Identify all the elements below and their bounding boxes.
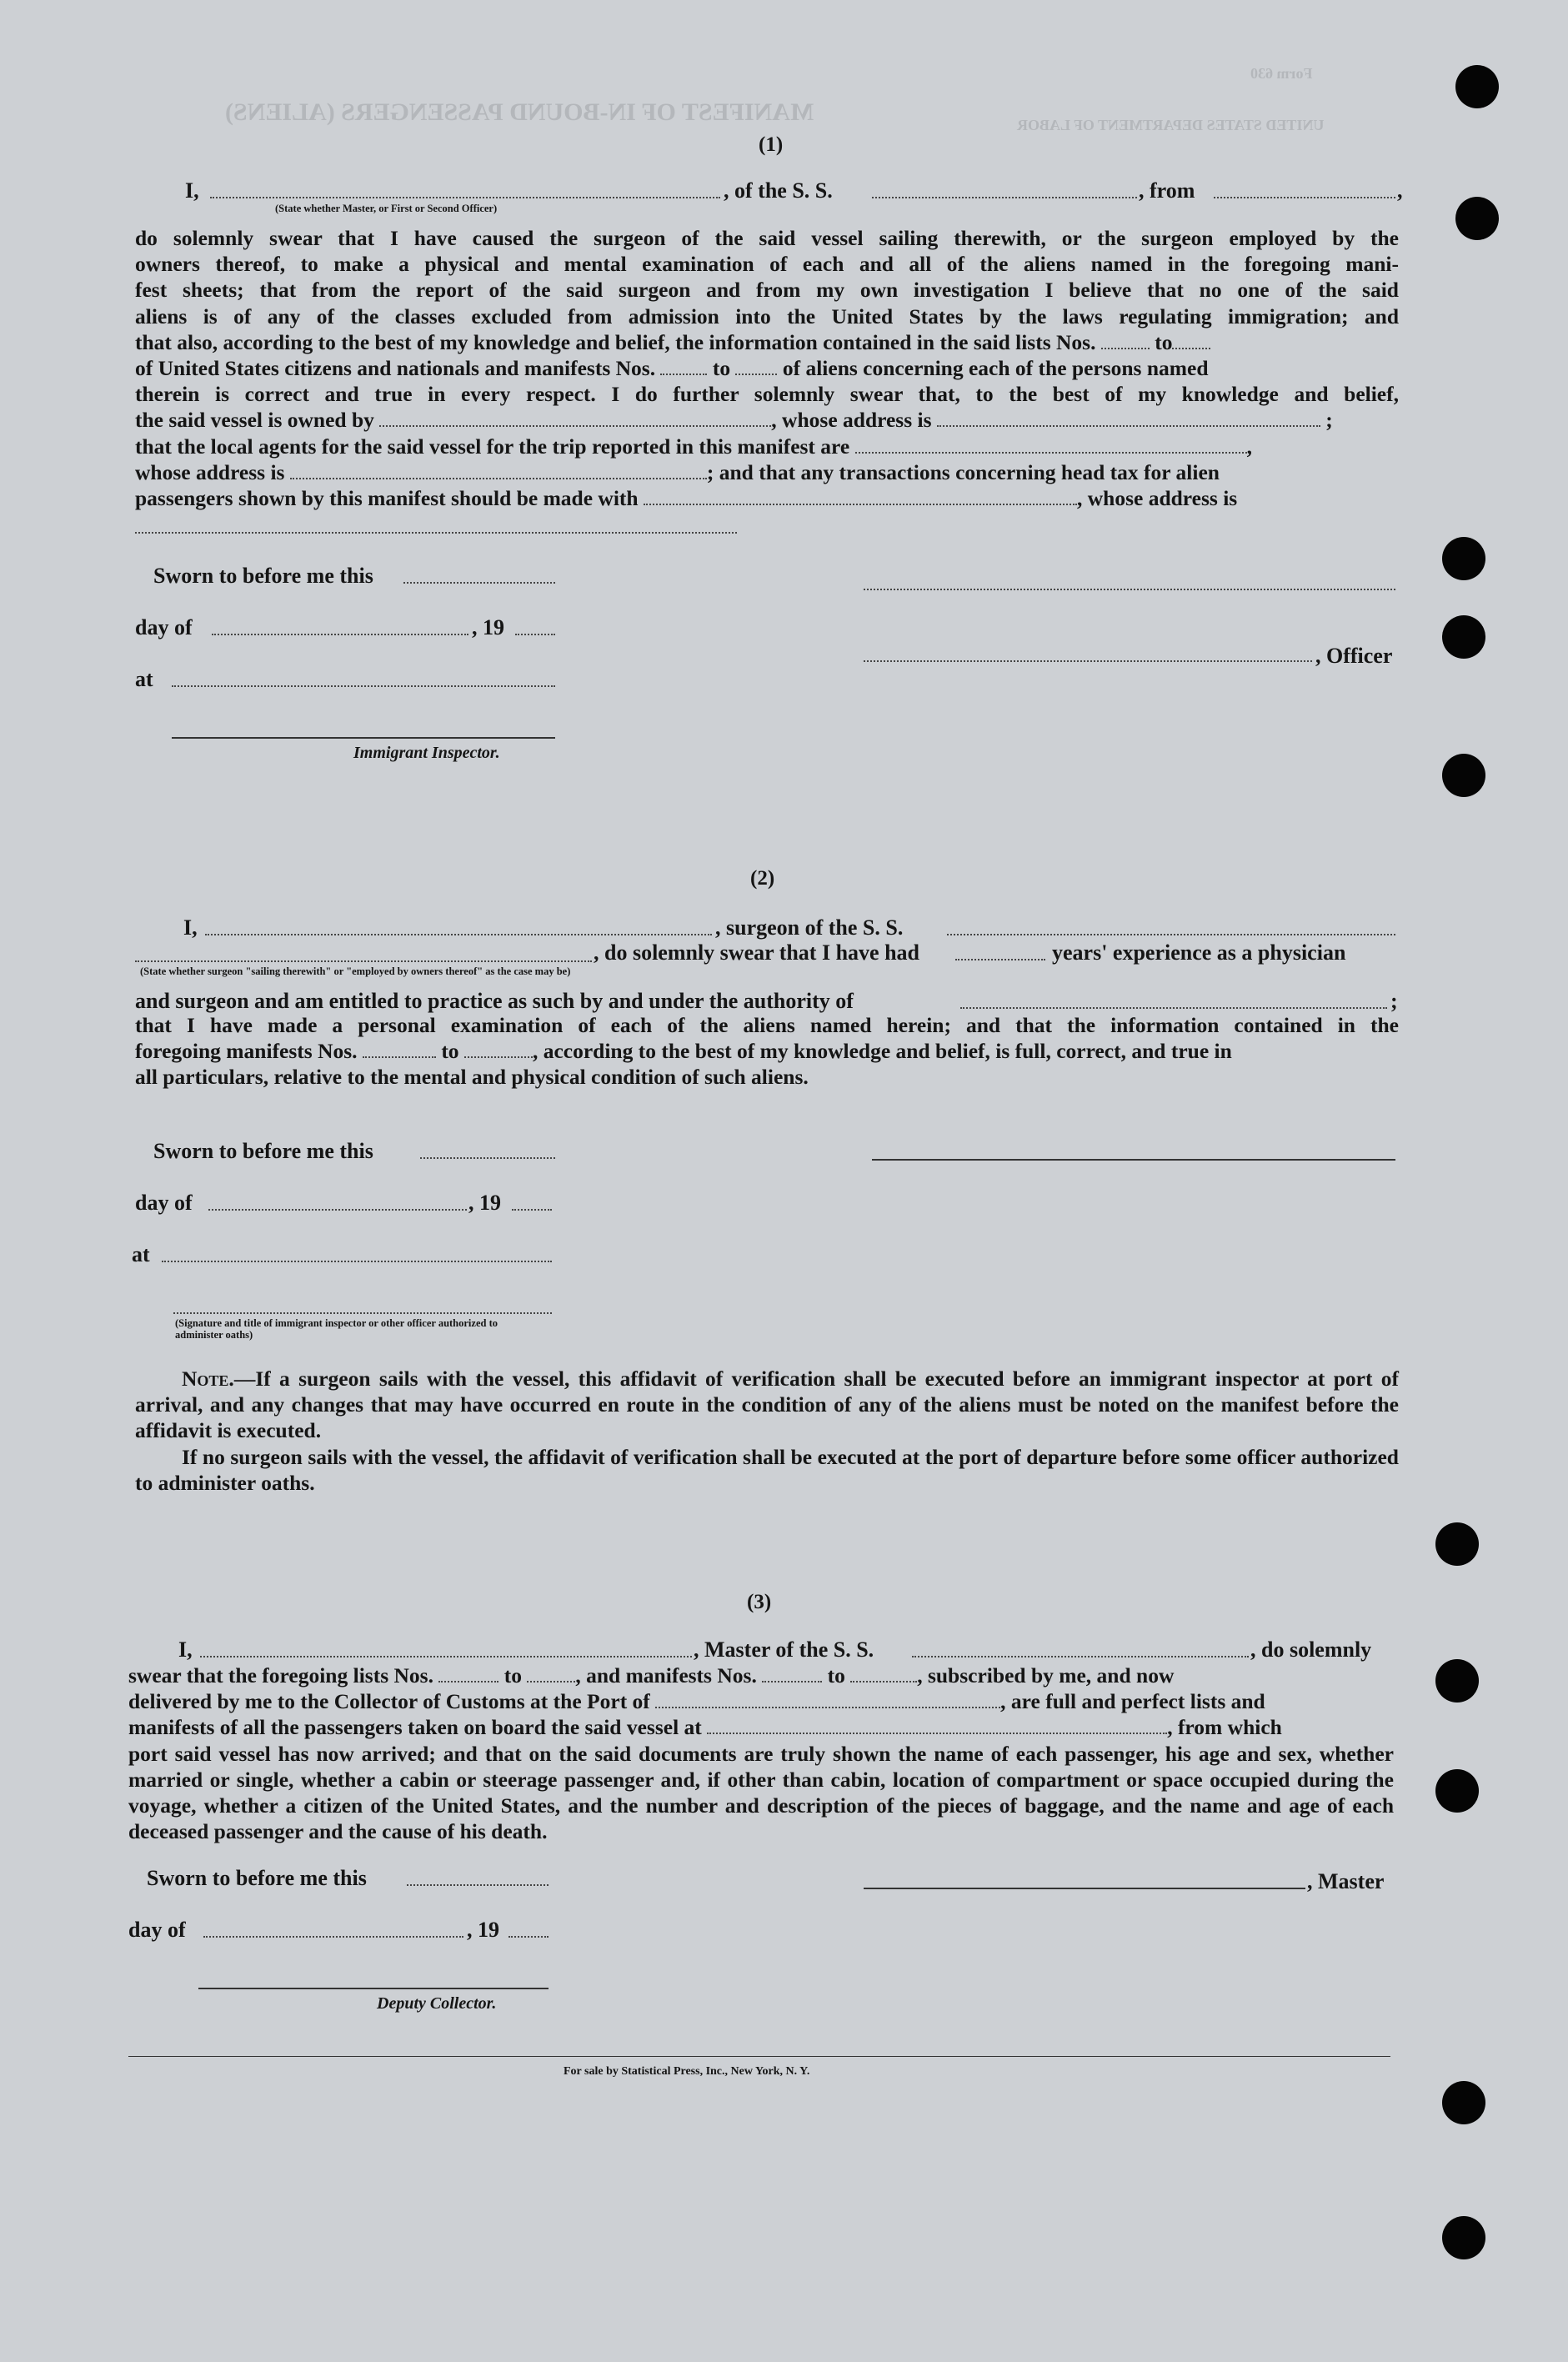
footer-sale-note: For sale by Statistical Press, Inc., New York, N. Y. (564, 2065, 810, 2078)
s1-semicolon: ; (1325, 408, 1333, 433)
s2-day-field[interactable] (208, 1209, 467, 1211)
s2-at-label: at (132, 1242, 150, 1266)
punch-hole (1442, 2216, 1485, 2259)
s3-to1: to (503, 1663, 522, 1688)
s1-trailing-comma-2: , (1246, 434, 1252, 459)
s3-i-label: I, (178, 1637, 193, 1662)
punch-hole (1435, 1769, 1479, 1813)
s2-note-text: —If a surgeon sails with the vessel, this affidavit of verification shall be executed before an immigrant inspector at port of arrival, and any changes that may have occurred en route in the condition of any of the aliens must be noted on the manifest before the affidavit is executed. (135, 1367, 1399, 1443)
s3-manifests-to-field[interactable] (850, 1666, 917, 1682)
punch-hole (1442, 615, 1485, 659)
s1-line: the said vessel is owned by (135, 408, 374, 433)
s3-sworn-date-field[interactable] (407, 1884, 549, 1886)
s1-head-tax-party-field[interactable] (644, 489, 1077, 505)
s2-years-field[interactable] (955, 959, 1045, 960)
s2-do-solemnly: , do solemnly swear that I have had (594, 940, 920, 965)
s2-manifests-to-field[interactable] (464, 1041, 533, 1058)
s3-sworn-label: Sworn to before me this (147, 1866, 367, 1890)
s3-day-field[interactable] (203, 1936, 463, 1938)
s1-agents-address-field[interactable] (290, 463, 707, 479)
s1-line: owners thereof, to make a physical and mental examination of each and all of the aliens named in the foregoing mani- (135, 252, 1399, 277)
s2-year-field[interactable] (512, 1209, 552, 1211)
section-3-number: (3) (747, 1591, 772, 1613)
s1-lists-to-field[interactable] (1172, 333, 1210, 349)
s3-do-solemnly: , do solemnly (1250, 1637, 1372, 1662)
s3-manifests-from-field[interactable] (762, 1666, 822, 1682)
s1-line: whose address is (135, 459, 285, 484)
s1-vessel-field[interactable] (872, 197, 1137, 198)
s1-trailing-comma: , (1397, 178, 1403, 203)
s2-vessel-field[interactable] (947, 934, 1395, 935)
punch-hole (1442, 537, 1485, 580)
s1-to1: to (1155, 329, 1173, 354)
s2-manifests-from-field[interactable] (363, 1041, 436, 1058)
s1-head-tax: ; and that any transactions concerning head tax for alien (706, 459, 1220, 484)
s3-master-signature-line[interactable] (864, 1888, 1305, 1889)
s1-state-note: (State whether Master, or First or Second Officer) (275, 203, 498, 214)
s1-whose-address-end: , whose address is (1076, 486, 1238, 511)
s1-line: aliens is of any of the classes excluded from admission into the United States by the laws regulating immigration; and (135, 303, 1399, 328)
s2-semicolon: ; (1390, 989, 1398, 1013)
punch-hole (1442, 754, 1485, 797)
faint-header-line1: Form 630 (1250, 65, 1313, 82)
s1-manifests-from-field[interactable] (660, 359, 707, 375)
s2-signature-note: (Signature and title of immigrant inspector or other officer authorized to administer oaths) (175, 1317, 498, 1341)
s1-of-ss: , of the S. S. (724, 178, 833, 203)
s3-and-manifests: , and manifests Nos. (575, 1663, 757, 1688)
s1-line: of United States citizens and nationals and manifests Nos. (135, 356, 656, 381)
s2-i-label: I, (183, 915, 198, 940)
s1-owner-address-field[interactable] (937, 410, 1320, 427)
s3-port-field[interactable] (655, 1692, 1000, 1708)
s3-deputy-label: Deputy Collector. (377, 1994, 497, 2013)
s1-officer-signature-line[interactable] (864, 660, 1312, 662)
footer-rule (128, 2056, 1390, 2057)
s1-agents-field[interactable] (855, 437, 1247, 454)
s2-surgeon-status-field[interactable] (135, 960, 592, 962)
s1-line: that also, according to the best of my knowledge and belief, the information contained in the said lists Nos. (135, 329, 1096, 354)
s1-officer-name-field[interactable] (210, 197, 720, 198)
s3-delivered: delivered by me to the Collector of Customs at the Port of (128, 1689, 650, 1714)
section-2-number: (2) (750, 867, 775, 890)
s2-foregoing-a: foregoing manifests Nos. (135, 1039, 358, 1064)
s2-at-field[interactable] (162, 1261, 552, 1262)
faint-header-title: MANIFEST OF IN-BOUND PASSENGERS (ALIENS) (225, 98, 814, 126)
s3-year-field[interactable] (508, 1936, 549, 1938)
s1-inspector-label: Immigrant Inspector. (353, 744, 500, 762)
s3-body: port said vessel has now arrived; and that on the said documents are truly shown the name of each passenger, his age and sex, whether married or single, whether a cabin or steerage passenger and, if other than cabin, location of compartment or space occupied during the voyage, whether a citizen of the United States, and the number and description of the pieces of baggage, and the name and age of each deceased passenger and the cause of his death. (128, 1741, 1394, 1844)
s2-paragraph (135, 1012, 1399, 1091)
s2-foregoing-b: , according to the best of my knowledge and belief, is full, correct, and true in (532, 1039, 1232, 1064)
s2-note2: If no surgeon sails with the vessel, the affidavit of verification shall be executed at the port of departure before some officer authorized to administer oaths. (135, 1444, 1399, 1495)
s1-manifests-to-field[interactable] (735, 359, 777, 375)
s1-line: do solemnly swear that I have caused the surgeon of the said vessel sailing therewith, or the surgeon employed by the (135, 226, 1399, 250)
s3-swear-lists: swear that the foregoing lists Nos. (128, 1663, 433, 1688)
s2-sworn-date-field[interactable] (420, 1157, 555, 1159)
s3-deputy-signature-line[interactable] (198, 1988, 549, 1989)
s1-officer-signature-line-top[interactable] (864, 589, 1395, 590)
s3-from-which: , from which (1167, 1715, 1282, 1740)
s2-note-paragraph (135, 1366, 1399, 1496)
s1-from-field[interactable] (1214, 197, 1395, 198)
s2-note-label: Note. (182, 1367, 234, 1391)
s2-authority-field[interactable] (960, 1007, 1387, 1009)
s1-day-of-label: day of (135, 615, 193, 639)
s2-day-of-label: day of (135, 1191, 193, 1215)
s1-at-field[interactable] (172, 685, 555, 687)
s3-day-of-label: day of (128, 1918, 186, 1942)
s2-state-note: (State whether surgeon "sailing therewith" or "employed by owners thereof" as the case may be) (140, 965, 571, 977)
s1-line: therein is correct and true in every respect. I do further solemnly swear that, to the best of my knowledge and belief, (135, 382, 1399, 407)
s1-day-field[interactable] (212, 634, 468, 635)
punch-hole (1455, 65, 1499, 108)
s1-at-label: at (135, 667, 153, 691)
s1-year-label: , 19 (472, 615, 504, 639)
s1-head-tax-address-field[interactable] (135, 532, 737, 534)
s2-surgeon-name-field[interactable] (205, 934, 712, 935)
s1-lists-from-field[interactable] (1101, 333, 1150, 349)
s1-officer-label: , Officer (1315, 644, 1393, 668)
s3-master-name-field[interactable] (200, 1656, 692, 1657)
s2-signature-line[interactable] (173, 1312, 552, 1314)
s3-embark-port-field[interactable] (707, 1718, 1167, 1734)
s2-authority-line: and surgeon and am entitled to practice as such by and under the authority of (135, 989, 854, 1013)
s1-whose-address: , whose address is (771, 408, 932, 433)
s3-full-perfect: , are full and perfect lists and (1000, 1689, 1265, 1714)
punch-hole (1435, 1522, 1479, 1566)
punch-hole (1442, 2081, 1485, 2124)
s1-line: that the local agents for the said vessel for the trip reported in this manifest are (135, 434, 850, 459)
s1-year-field[interactable] (515, 634, 555, 635)
s2-year-label: , 19 (468, 1191, 501, 1215)
s1-line: passengers shown by this manifest should be made with (135, 486, 639, 511)
punch-hole (1435, 1659, 1479, 1703)
s1-inspector-signature-line[interactable] (172, 737, 555, 739)
s1-paragraph (135, 225, 1399, 511)
s2-exam-line: that I have made a personal examination of each of the aliens named herein; and that the information contained in the (135, 1013, 1399, 1037)
s2-foregoing-to: to (441, 1039, 459, 1064)
s1-to2: to (712, 356, 731, 381)
s3-paragraph (128, 1662, 1394, 1844)
s1-of-aliens: of aliens concerning each of the persons named (782, 356, 1209, 381)
s1-owner-field[interactable] (379, 410, 771, 427)
s1-from-label: , from (1139, 178, 1195, 203)
s3-to2: to (827, 1663, 845, 1688)
s3-lists-to-field[interactable] (527, 1666, 575, 1682)
section-1-number: (1) (759, 133, 784, 156)
s2-years-label: years' experience as a physician (1052, 940, 1346, 965)
punch-hole (1455, 197, 1499, 240)
s3-master-of: , Master of the S. S. (694, 1637, 874, 1662)
s2-sworn-label: Sworn to before me this (153, 1139, 373, 1163)
s1-i-label: I, (185, 178, 199, 203)
s3-subscribed: , subscribed by me, and now (917, 1663, 1175, 1688)
faint-header-line2: UNITED STATES DEPARTMENT OF LABOR (1017, 117, 1325, 133)
s3-year-label: , 19 (467, 1918, 499, 1942)
s1-sworn-date-field[interactable] (403, 582, 555, 584)
s3-vessel-field[interactable] (912, 1656, 1249, 1657)
s1-sworn-label: Sworn to before me this (153, 564, 373, 588)
s2-surgeon-of: , surgeon of the S. S. (715, 915, 904, 940)
s2-all-line: all particulars, relative to the mental and physical condition of such aliens. (135, 1065, 809, 1090)
s3-master-label: , Master (1307, 1869, 1385, 1893)
s3-lists-from-field[interactable] (438, 1666, 498, 1682)
s2-surgeon-signature-line[interactable] (872, 1159, 1395, 1161)
s1-line: fest sheets; that from the report of the said surgeon and from my own investigation I believe that no one of the said (135, 278, 1399, 303)
s3-manifests-all: manifests of all the passengers taken on board the said vessel at (128, 1715, 702, 1740)
